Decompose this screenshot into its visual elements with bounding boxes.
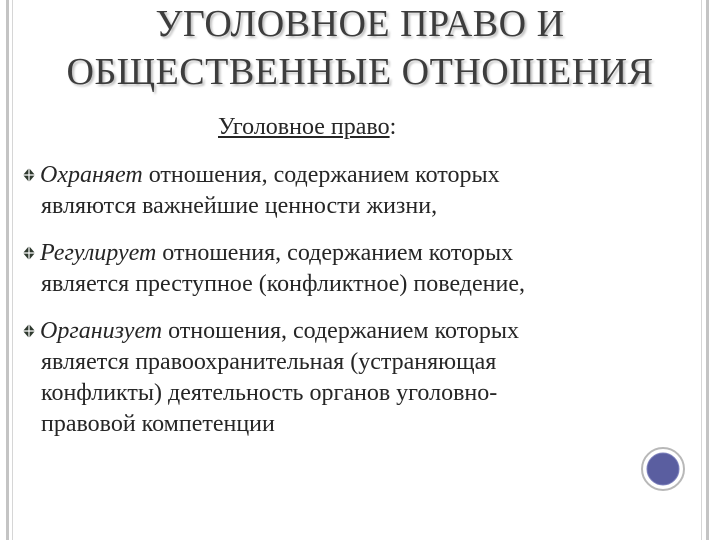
bullet-line-1: отношения, содержанием которых (156, 240, 514, 266)
bullet-verb: Охраняет (40, 162, 143, 188)
subheading-text: Уголовное право (218, 114, 390, 140)
bullet-line-1: отношения, содержанием которых (162, 318, 520, 344)
bullet-text (40, 160, 690, 222)
bullet-line-2: является преступное (конфликтное) поведение, (41, 271, 525, 297)
bullet-text (40, 238, 690, 300)
bullet-line-2: являются важнейшие ценности жизни, (41, 193, 438, 219)
bullet-line-3: конфликты) деятельность органов уголовно- (41, 380, 498, 406)
bullet-text (40, 316, 690, 440)
subheading-colon: : (389, 114, 397, 140)
nav-circle-icon[interactable] (640, 446, 686, 492)
bullet-line-2: является правоохранительная (устраняющая (41, 349, 497, 375)
bullet-verb: Регулирует (40, 240, 157, 266)
slide-title-line-2: ОБЩЕСТВЕННЫЕ ОТНОШЕНИЯ (66, 51, 654, 93)
diamond-bullet-icon (22, 245, 36, 261)
diamond-bullet-icon (22, 323, 36, 339)
diamond-bullet-icon (22, 167, 36, 183)
bullet-verb: Организует (40, 318, 163, 344)
slide-title-line-1: УГОЛОВНОЕ ПРАВО И (155, 3, 565, 45)
bullet-line-4: правовой компетенции (41, 411, 275, 437)
bullet-line-1: отношения, содержанием которых (142, 162, 500, 188)
